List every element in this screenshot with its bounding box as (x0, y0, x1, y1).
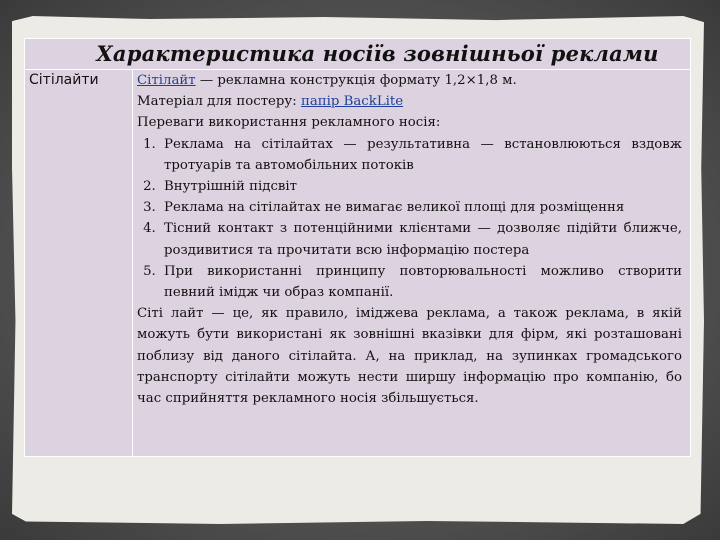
material-prefix: Матеріал для постеру: (137, 94, 301, 110)
list-item: 3. Реклама на сітілайтах не вимагає великої площі для розміщення (160, 197, 682, 218)
advantages-list (137, 134, 682, 304)
advertising-table (24, 38, 691, 457)
list-item: 2. Внутрішній підсвіт (160, 176, 682, 197)
conclusion-paragraph: Сіті лайт — це, як правило, іміджева реклама, а також реклама, в якій можуть бути використані як зовнішні вказівки для фірм, які розташовані поблизу від даного сітілайта. А, на приклад, на зупинках громадського транспорту сітілайти можуть нести ширшу інформацію про компанію, бо час сприйняття рекламного носія збільшується. (137, 306, 682, 407)
list-item: 5. При використанні принципу повторювальності можливо створити певний імідж чи образ компанії. (160, 261, 682, 303)
category-label: Сітілайти (25, 70, 133, 457)
table-title: Характеристика носіїв зовнішньої реклами (25, 39, 691, 70)
list-item: 1. Реклама на сітілайтах — результативна — встановлюються вздовж тротуарів та автомобільних потоків (160, 134, 682, 176)
material-line (137, 91, 682, 112)
table-header-row (25, 39, 691, 70)
list-item: 4. Тісний контакт з потенційними клієнтами — дозволяє підійти ближче, роздивитися та прочитати всю інформацію постера (160, 218, 682, 260)
table-row (25, 70, 691, 457)
intro-text: — рекламна конструкція формату 1,2×1,8 м. (195, 73, 517, 88)
description-cell (133, 70, 691, 457)
citylight-link[interactable]: Сітілайт (137, 73, 196, 88)
backlite-paper-link[interactable]: папір BackLite (300, 94, 404, 110)
intro-line (137, 70, 682, 91)
advantages-heading: Переваги використання рекламного носія: (137, 115, 441, 131)
